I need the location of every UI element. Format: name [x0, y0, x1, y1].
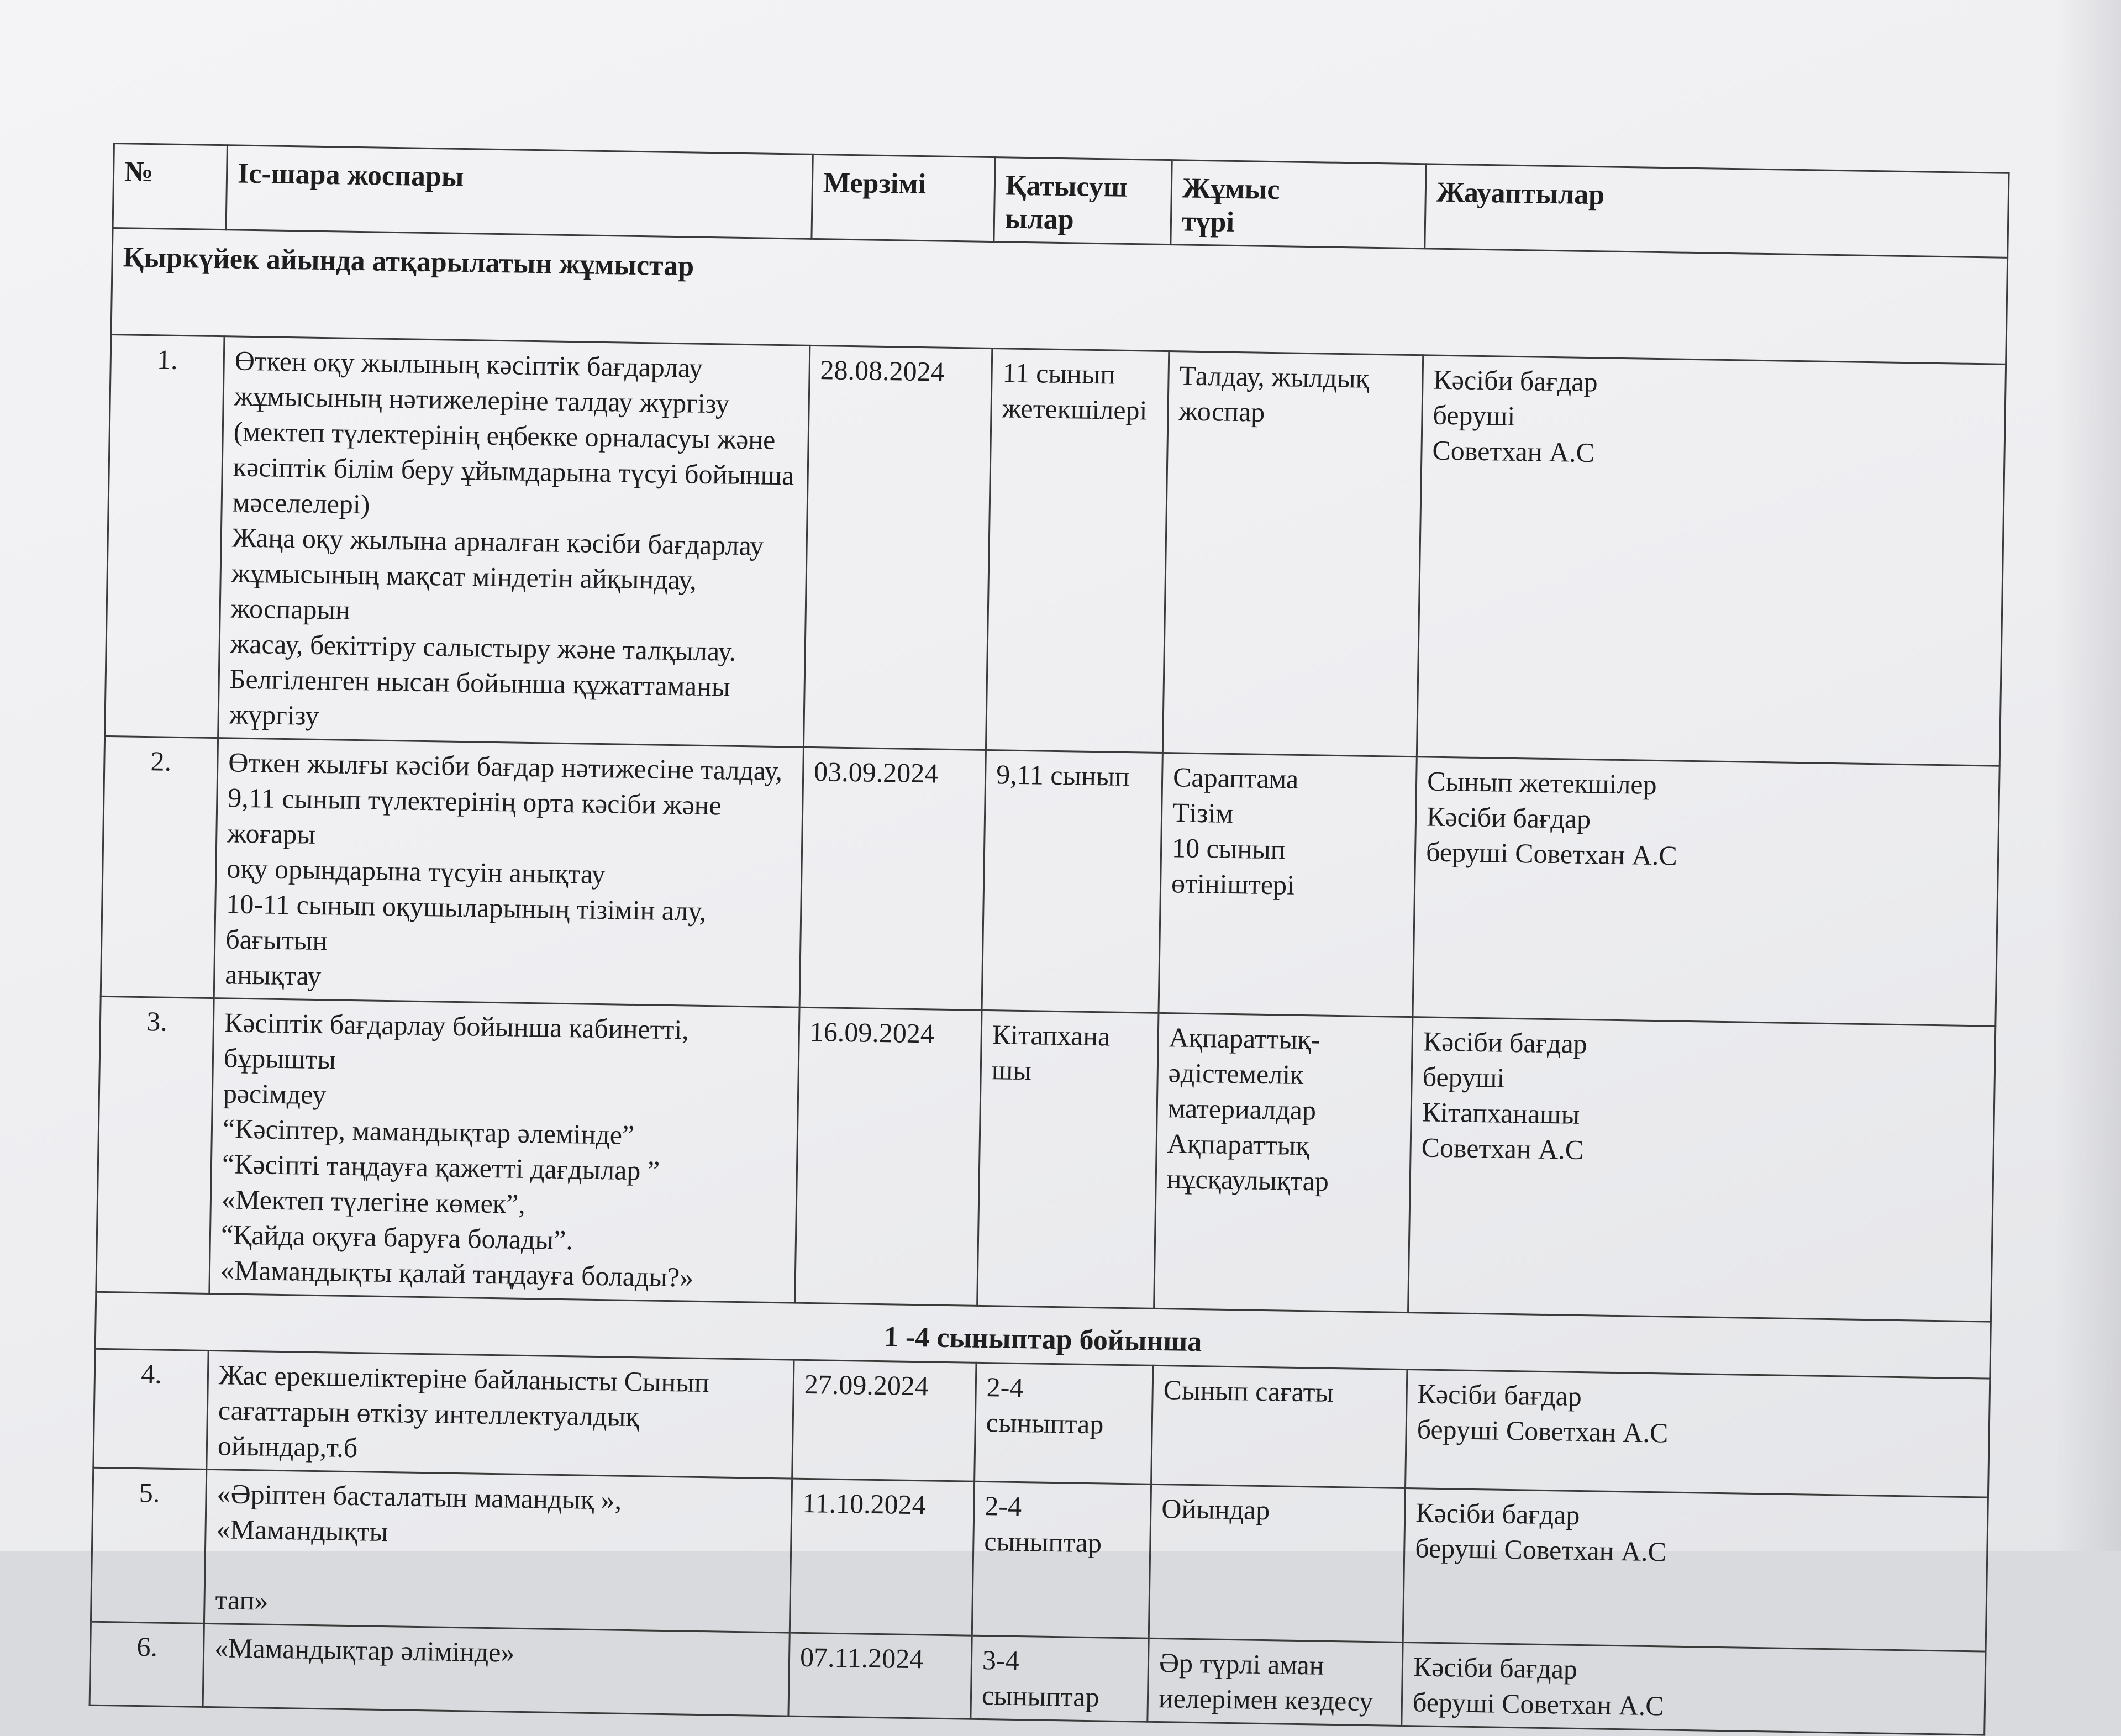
responsible-line: Кітапханашы	[1422, 1096, 1580, 1130]
responsible-line: Кәсіби бағдар	[1426, 801, 1591, 835]
plan-line: жұмысының мақсат міндетін айқындау, жоспарын	[230, 557, 697, 625]
plan-line: (мектеп түлектерінің еңбекке орналасуы және	[233, 415, 776, 455]
plan-line: Жаңа оқу жылына арналған кәсіби бағдарлау	[231, 522, 764, 561]
row-work-type	[1149, 1484, 1405, 1642]
table-row	[96, 996, 1996, 1322]
work-type-line: Ақпараттық-	[1169, 1022, 1320, 1055]
page-edge-shadow	[2055, 0, 2121, 1551]
row-responsible	[1408, 1017, 1996, 1322]
row-deadline: 27.09.2024	[792, 1360, 976, 1481]
plan-line: “Қайда оқуға баруға болады”.	[220, 1219, 573, 1256]
work-type-line: Әр түрлі аман	[1159, 1647, 1325, 1681]
row-responsible	[1402, 1642, 1986, 1735]
work-type-line: иелерімен кездесу	[1158, 1682, 1373, 1717]
work-type-line: материалдар	[1167, 1092, 1317, 1126]
row-work-type	[1151, 1365, 1407, 1488]
header-work-type-line-1: Жұмыс	[1182, 172, 1280, 206]
table-row	[105, 334, 2006, 766]
responsible-line: Кәсіби бағдар	[1415, 1497, 1580, 1530]
row-deadline: 07.11.2024	[788, 1633, 972, 1719]
responsible-line: Сынып жетекшілер	[1427, 765, 1657, 801]
table-row	[101, 736, 1999, 1026]
row-participants	[972, 1481, 1151, 1638]
work-type-line: Ойындар	[1161, 1493, 1270, 1526]
row-participants	[982, 750, 1162, 1013]
subsection-title-grades-1-4: 1 -4 сыныптар бойынша	[95, 1292, 1991, 1379]
responsible-line: Советхан А.С	[1432, 434, 1595, 469]
plan-line: «Әріптен басталатын мамандық », «Мамандықты	[216, 1478, 622, 1548]
row-responsible	[1413, 757, 1999, 1027]
row-number: 4.	[93, 1349, 208, 1469]
participants-line: 2-4 сыныптар	[983, 1490, 1102, 1559]
plan-line: жүргізу	[229, 698, 319, 731]
participants-line: 9,11 сынып	[996, 759, 1130, 792]
row-work-type	[1148, 1638, 1403, 1726]
responsible-line: беруші Советхан А.С	[1425, 836, 1678, 871]
row-work-type	[1154, 1013, 1413, 1312]
row-plan	[207, 1350, 794, 1479]
plan-line: анықтау	[224, 959, 322, 992]
row-participants	[971, 1635, 1149, 1722]
plan-line: “Кәсіпті таңдауға қажетті дағдылар ”	[222, 1148, 660, 1186]
work-type-line: жоспар	[1178, 395, 1265, 428]
row-work-type	[1162, 351, 1423, 757]
plan-line: «Мектеп түлегіне көмек”,	[221, 1183, 526, 1219]
work-type-line: Талдау, жылдық	[1179, 360, 1370, 394]
header-work-type	[1171, 160, 1426, 249]
row-plan	[204, 1469, 792, 1633]
plan-line: Өткен оқу жылының кәсіптік бағдарлау	[234, 345, 703, 383]
plan-line: мәселелері)	[232, 486, 370, 520]
plan-line: 9,11 сынып түлектерінің орта кәсіби және жоғары	[227, 782, 722, 850]
row-deadline: 11.10.2024	[790, 1479, 974, 1635]
responsible-line: Советхан А.С	[1421, 1132, 1584, 1166]
section-title-september: Қыркүйек айында атқарылатын жұмыстар	[111, 228, 2008, 365]
participants-line: Кітапхана шы	[991, 1019, 1111, 1086]
header-participants	[994, 157, 1172, 245]
plan-line: рәсімдеу	[223, 1077, 327, 1111]
table-row	[91, 1467, 1988, 1651]
plan-line: Кәсіптік бағдарлау бойынша кабинетті, бұрышты	[223, 1007, 690, 1075]
row-responsible	[1403, 1488, 1988, 1652]
participants-line: 2-4 сыныптар	[986, 1371, 1104, 1440]
plan-line: Жас ерекшеліктеріне байланысты Сынып	[218, 1359, 710, 1398]
row-deadline: 03.09.2024	[799, 747, 986, 1010]
plan-line: «Мамандықты қалай таңдауға болады?»	[220, 1254, 694, 1293]
row-number: 2.	[101, 736, 218, 998]
responsible-line: беруші Советхан А.С	[1414, 1532, 1667, 1567]
responsible-line: Кәсіби бағдар	[1423, 1025, 1588, 1060]
plan-line: оқу орындарына түсуін анықтау	[226, 853, 606, 890]
responsible-line: Кәсіби бағдар	[1433, 364, 1598, 398]
row-number: 3.	[96, 996, 214, 1293]
work-type-line: 10 сынып өтініштері	[1171, 832, 1295, 901]
row-plan	[209, 998, 799, 1303]
header-responsible: Жауаптылар	[1425, 164, 2009, 258]
plan-line: «Мамандықтар әлімінде»	[214, 1632, 515, 1668]
row-plan	[214, 738, 803, 1008]
row-plan	[203, 1623, 790, 1716]
participants-line: 11 сынып	[1002, 357, 1115, 390]
plan-line: Белгіленген нысан бойынша құжаттаманы	[229, 663, 731, 702]
work-type-line: Сынып сағаты	[1163, 1374, 1334, 1408]
work-type-line: Тізім	[1172, 797, 1234, 829]
work-type-line: нұсқаулықтар	[1166, 1163, 1329, 1197]
row-responsible	[1406, 1370, 1990, 1498]
row-responsible	[1417, 355, 2006, 766]
row-work-type	[1159, 753, 1417, 1017]
plan-line: жасау, бекіттіру салыстыру және талқылау.	[230, 628, 736, 667]
event-plan-table	[89, 143, 2010, 1736]
plan-line: тап»	[215, 1584, 269, 1616]
work-type-line: Сараптама	[1172, 761, 1299, 795]
responsible-line: Кәсіби бағдар	[1417, 1378, 1582, 1412]
row-participants	[986, 349, 1169, 753]
row-participants	[975, 1363, 1153, 1484]
plan-line: кәсіптік білім беру ұйымдарына түсуі бойынша	[233, 451, 794, 491]
plan-line: жұмысының нәтижелеріне талдау жүргізу	[234, 380, 730, 419]
responsible-line: беруші	[1433, 399, 1515, 432]
plan-line: “Кәсіптер, мамандықтар әлемінде”	[222, 1113, 635, 1151]
row-participants	[977, 1010, 1159, 1308]
row-deadline: 16.09.2024	[795, 1007, 982, 1306]
row-number: 5.	[91, 1467, 206, 1623]
header-participants-line-2: ылар	[1004, 203, 1075, 236]
row-number: 1.	[105, 334, 224, 738]
row-number: 6.	[90, 1622, 204, 1707]
plan-line: сағаттарын өткізу интеллектуалдық ойындар,т.б	[217, 1395, 640, 1464]
header-number: №	[113, 144, 227, 230]
participants-line: 3-4 сыныптар	[981, 1644, 1100, 1713]
header-plan: Іс-шара жоспары	[226, 145, 813, 239]
responsible-line: беруші Советхан А.С	[1412, 1686, 1665, 1722]
work-type-line: әдістемелік	[1168, 1057, 1304, 1091]
responsible-line: Кәсіби бағдар	[1413, 1651, 1578, 1685]
responsible-line: беруші Советхан А.С	[1417, 1413, 1669, 1449]
header-work-type-line-2: түрі	[1181, 206, 1235, 238]
plan-line: 10-11 сынып оқушыларының тізімін алу, бағытын	[225, 888, 707, 956]
responsible-line: беруші	[1422, 1061, 1505, 1093]
participants-line: жетекшілері	[1002, 392, 1148, 426]
row-deadline: 28.08.2024	[803, 345, 992, 750]
plan-line: Өткен жылғы кәсіби бағдар нәтижесіне талдау,	[228, 746, 783, 787]
header-deadline: Мерзімі	[812, 154, 995, 241]
header-participants-line-1: Қатысуш	[1005, 170, 1128, 203]
row-plan	[218, 336, 810, 748]
work-type-line: Ақпараттық	[1167, 1128, 1310, 1161]
